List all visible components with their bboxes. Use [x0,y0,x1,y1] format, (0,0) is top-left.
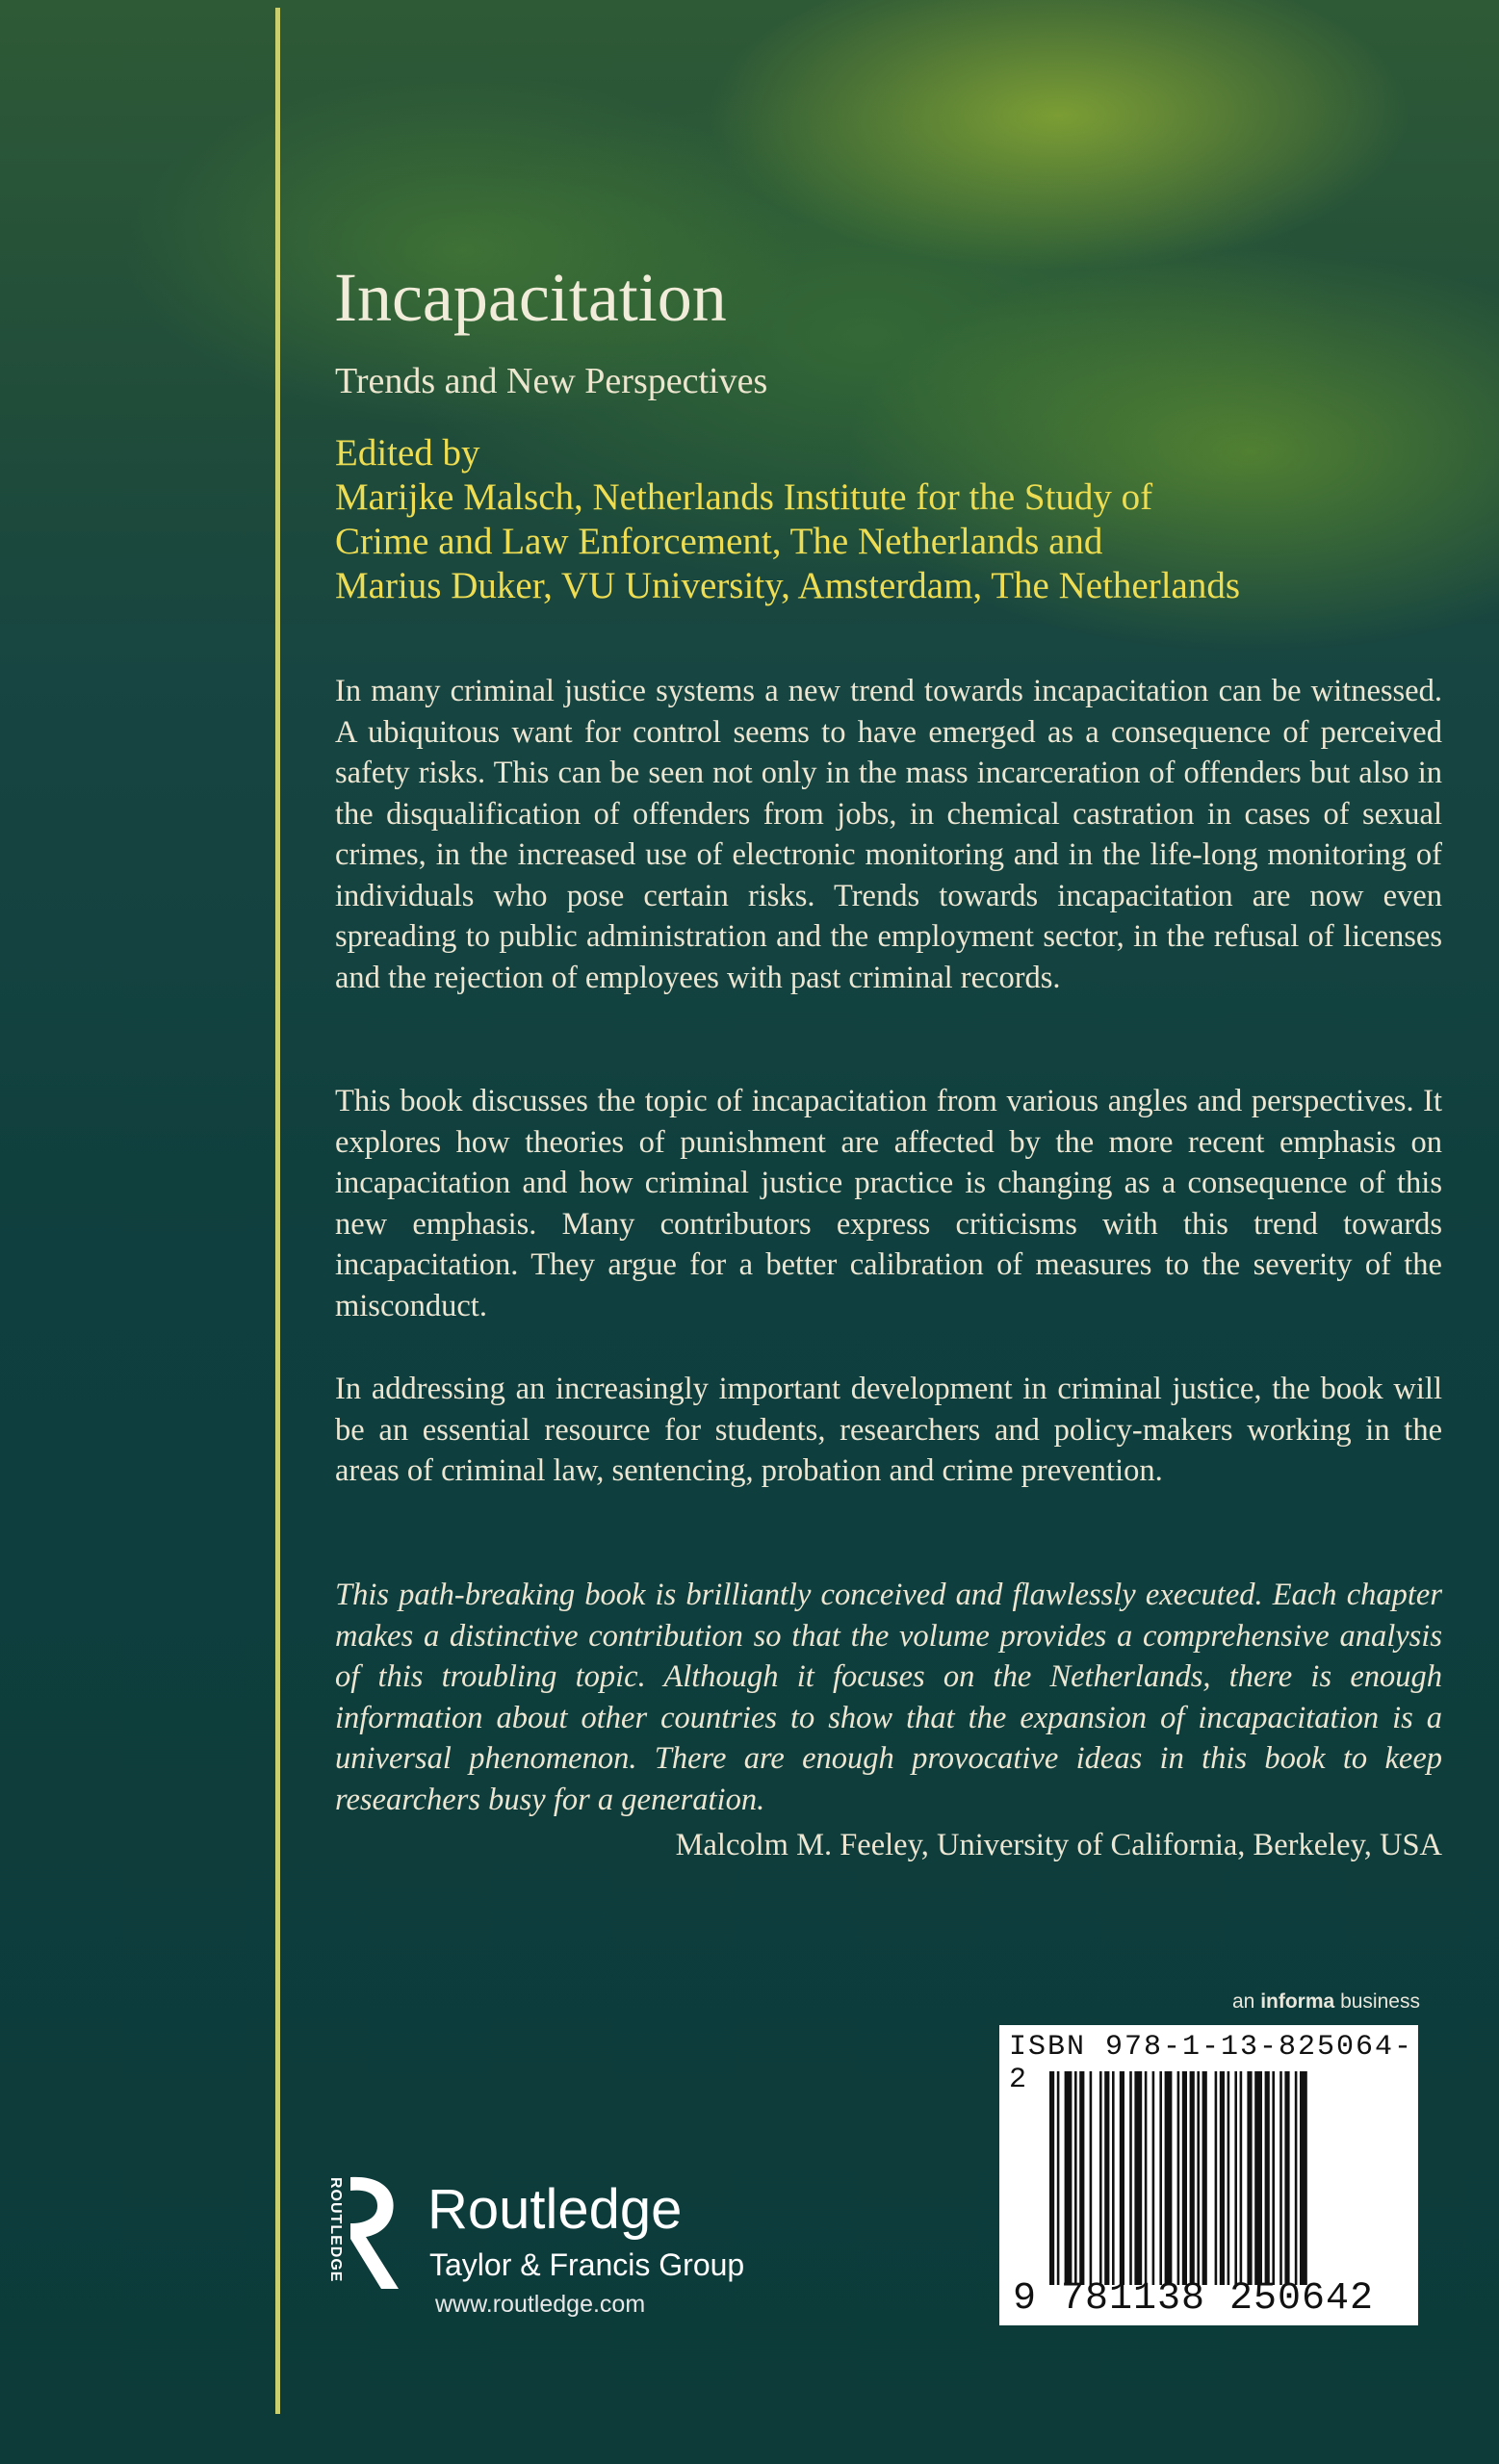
barcode-bar [1240,2071,1243,2285]
book-title: Incapacitation [334,259,727,336]
barcode-bar [1228,2071,1230,2285]
barcode-bar [1112,2071,1115,2285]
barcode-bar [1279,2071,1282,2285]
barcode-bar [1265,2071,1270,2285]
barcode-bar [1197,2071,1200,2285]
spine-rule [275,8,280,2414]
book-subtitle: Trends and New Perspectives [335,361,768,401]
barcode-bar [1202,2071,1207,2285]
editors-block [335,431,1240,608]
endorsement-quote: This path-breaking book is brilliantly conceived and flawlessly executed. Each chapter makes a distinctive contribution so that the volume provides a comprehensive analysis of this troubling topic. Although it focuses on the Netherlands, there is enough information about other countries to show that the expansion of incapacitation is a universal phenomenon. There are enough provocative ideas in this book to keep researchers busy for a generation. [335,1578,1442,1817]
description-paragraph-1: In many criminal justice systems a new trend towards incapacitation can be witnessed. A ubiquitous want for control seems to have emerged as a consequence of perceived safety risks. This can be seen not only in the mass incarceration of offenders but also in the disqualification of offenders from jobs, in chemical castration in cases of sexual crimes, in the increased use of electronic monitoring and in the life-long monitoring of individuals who pose certain risks. Trends towards incapacitation are now even spreading to public administration and the employment sector, in the refusal of licenses and the rejection of employees with past criminal records. [335,674,1442,995]
barcode-bar [1152,2071,1155,2285]
edited-by-label: Edited by [335,432,480,474]
barcode-bar [1090,2071,1093,2285]
barcode-bar [1272,2071,1275,2285]
isbn-barcode [999,2025,1418,2325]
editor-line: Marius Duker, VU University, Amsterdam, The Netherlands [335,565,1241,606]
description-paragraph-2: This book discusses the topic of incapacitation from various angles and perspectives. It explores how theories of punishment are affected by the more recent emphasis on incapacitation and how criminal justice practice is changing as a consequence of this new emphasis. Many contributors express criticisms with this trend towards incapacitation. They argue for a better calibration of measures to the severity of the misconduct. [335,1084,1442,1323]
informa-prefix: an [1232,1990,1255,2013]
barcode-bar [1057,2071,1060,2285]
barcode-bar [1065,2071,1073,2285]
description-paragraph-3: In addressing an increasingly important development in criminal justice, the book will be an essential resource for students, researchers and policy-makers working in the areas of criminal law, sentencing, probation and crime prevention. [335,1372,1442,1488]
informa-suffix: business [1340,1990,1420,2013]
editor-line: Crime and Law Enforcement, The Netherlands and [335,521,1103,562]
publisher-url[interactable]: www.routledge.com [435,2291,646,2318]
barcode-bar [1159,2071,1162,2285]
barcode-bars [1049,2071,1408,2285]
barcode-bar [1247,2071,1252,2285]
barcode-bar [1129,2071,1132,2285]
barcode-bar [1099,2071,1102,2285]
barcode-bar [1079,2071,1084,2285]
barcode-bar [1234,2071,1237,2285]
barcode-bar [1220,2071,1225,2285]
barcode-bar [1254,2071,1262,2285]
barcode-bar [1300,2071,1307,2285]
barcode-bar [1104,2071,1109,2285]
publisher-name: Routledge [427,2178,683,2241]
publisher-group: Taylor & Francis Group [429,2247,745,2282]
barcode-bar [1134,2071,1142,2285]
barcode-bar [1145,2071,1148,2285]
barcode-bar [1049,2071,1054,2285]
barcode-bar [1284,2071,1289,2285]
barcode-bar [1177,2071,1180,2285]
barcode-bar [1190,2071,1195,2285]
barcode-bar [1295,2071,1298,2285]
barcode-bar [1074,2071,1077,2285]
barcode-bar [1182,2071,1187,2285]
barcode-bar [1165,2071,1173,2285]
barcode-bar [1215,2071,1218,2285]
routledge-side-text: ROUTLEDGE [327,2177,344,2283]
barcode-number: 9 781138 250642 [1013,2277,1375,2321]
endorsement-attribution: Malcolm M. Feeley, University of California, Berkeley, USA [675,1828,1442,1862]
barcode-bar [1120,2071,1124,2285]
editor-line: Marijke Malsch, Netherlands Institute for the Study of [335,476,1153,518]
informa-business-tag [1232,1990,1420,2014]
informa-name: informa [1260,1990,1335,2013]
isbn-label: ISBN 978-1-13-825064-2 [1009,2031,1414,2096]
